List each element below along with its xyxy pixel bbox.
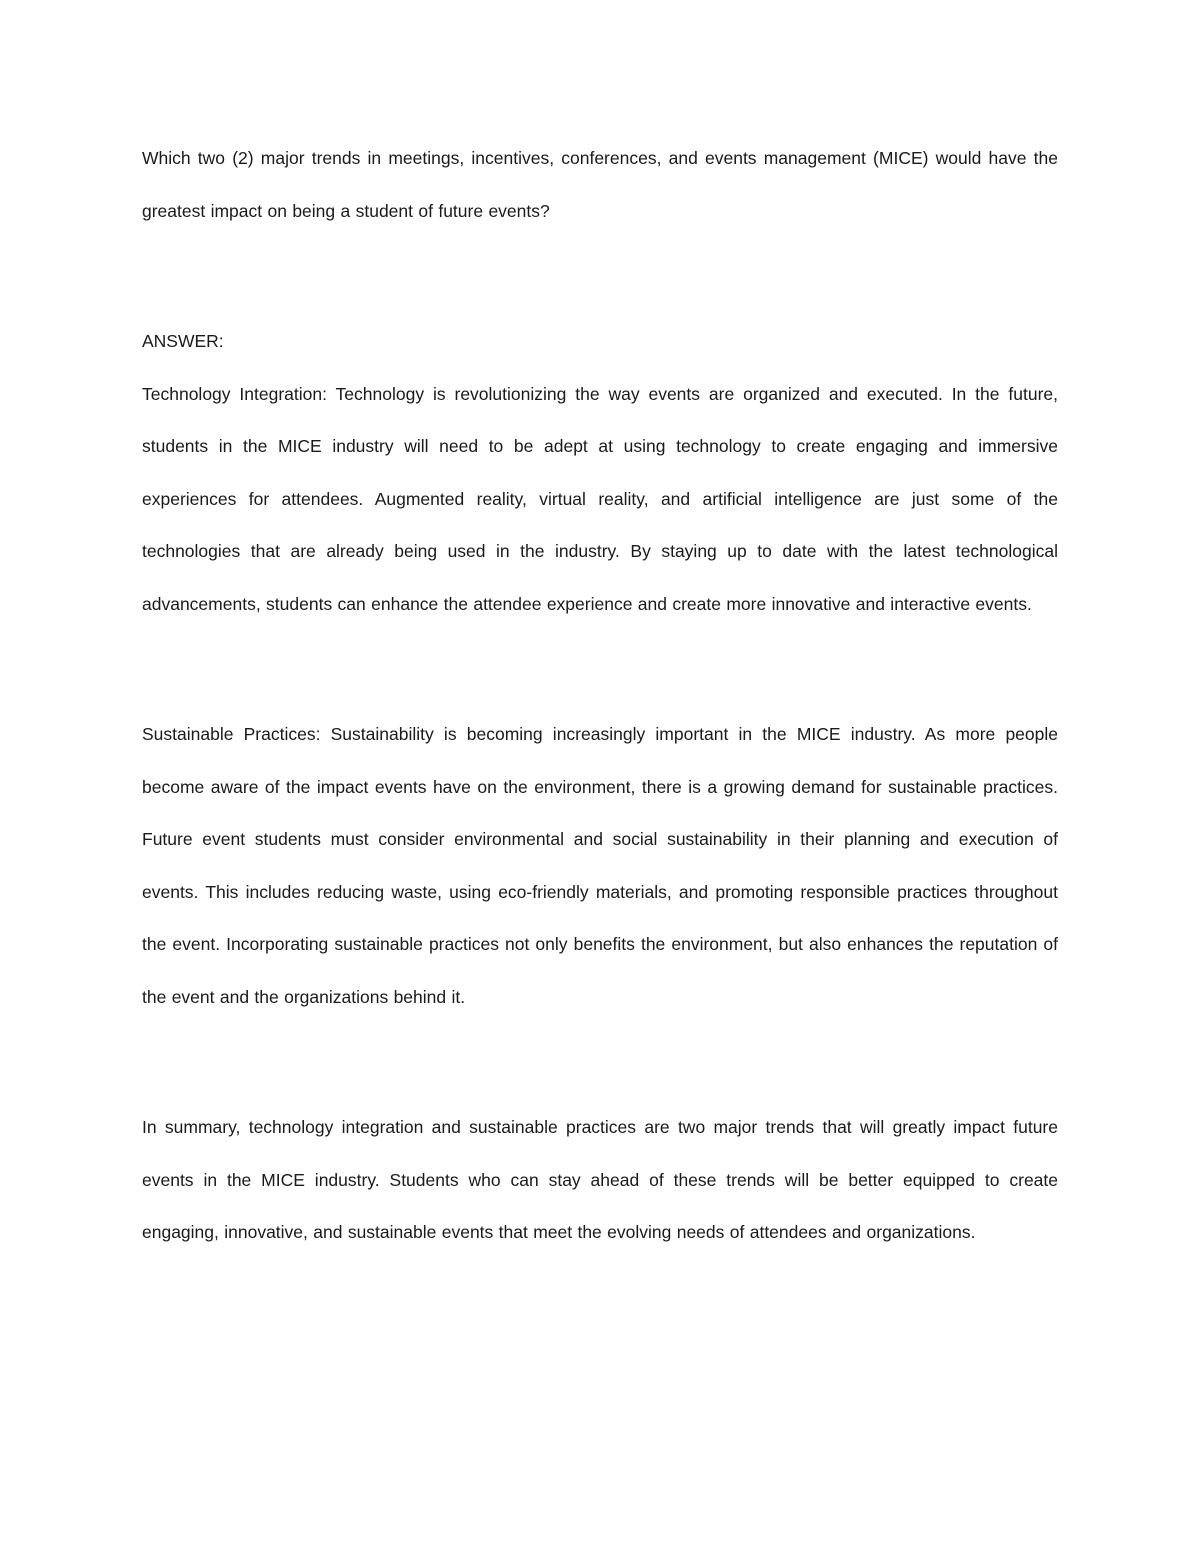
document-body bbox=[142, 132, 1058, 1259]
answer-label: ANSWER: bbox=[142, 331, 224, 351]
paragraph-technology-integration: Technology Integration: Technology is revolutionizing the way events are organized and executed. In the future, students in the MICE industry will need to be adept at using technology to create engaging and immersive experiences for attendees. Augmented reality, virtual reality, and artificial intelligence are just some of the technologies that are already being used in the industry. By staying up to date with the latest technological advancements, students can enhance the attendee experience and create more innovative and interactive events. bbox=[142, 383, 1058, 614]
paragraph-sustainable-practices: Sustainable Practices: Sustainability is becoming increasingly important in the MICE industry. As more people become aware of the impact events have on the environment, there is a growing demand for sustainable practices. Future event students must consider environmental and social sustainability in their planning and execution of events. This includes reducing waste, using eco-friendly materials, and promoting responsible practices throughout the event. Incorporating sustainable practices not only benefits the environment, but also enhances the reputation of the event and the organizations behind it. bbox=[142, 724, 1058, 1007]
paragraph-summary: In summary, technology integration and sustainable practices are two major trends that will greatly impact future events in the MICE industry. Students who can stay ahead of these trends will be better equipped to create engaging, innovative, and sustainable events that meet the evolving needs of attendees and organizations. bbox=[142, 1117, 1058, 1242]
question-text: Which two (2) major trends in meetings, incentives, conferences, and events management (MICE) would have the greatest impact on being a student of future events? bbox=[142, 148, 1058, 221]
